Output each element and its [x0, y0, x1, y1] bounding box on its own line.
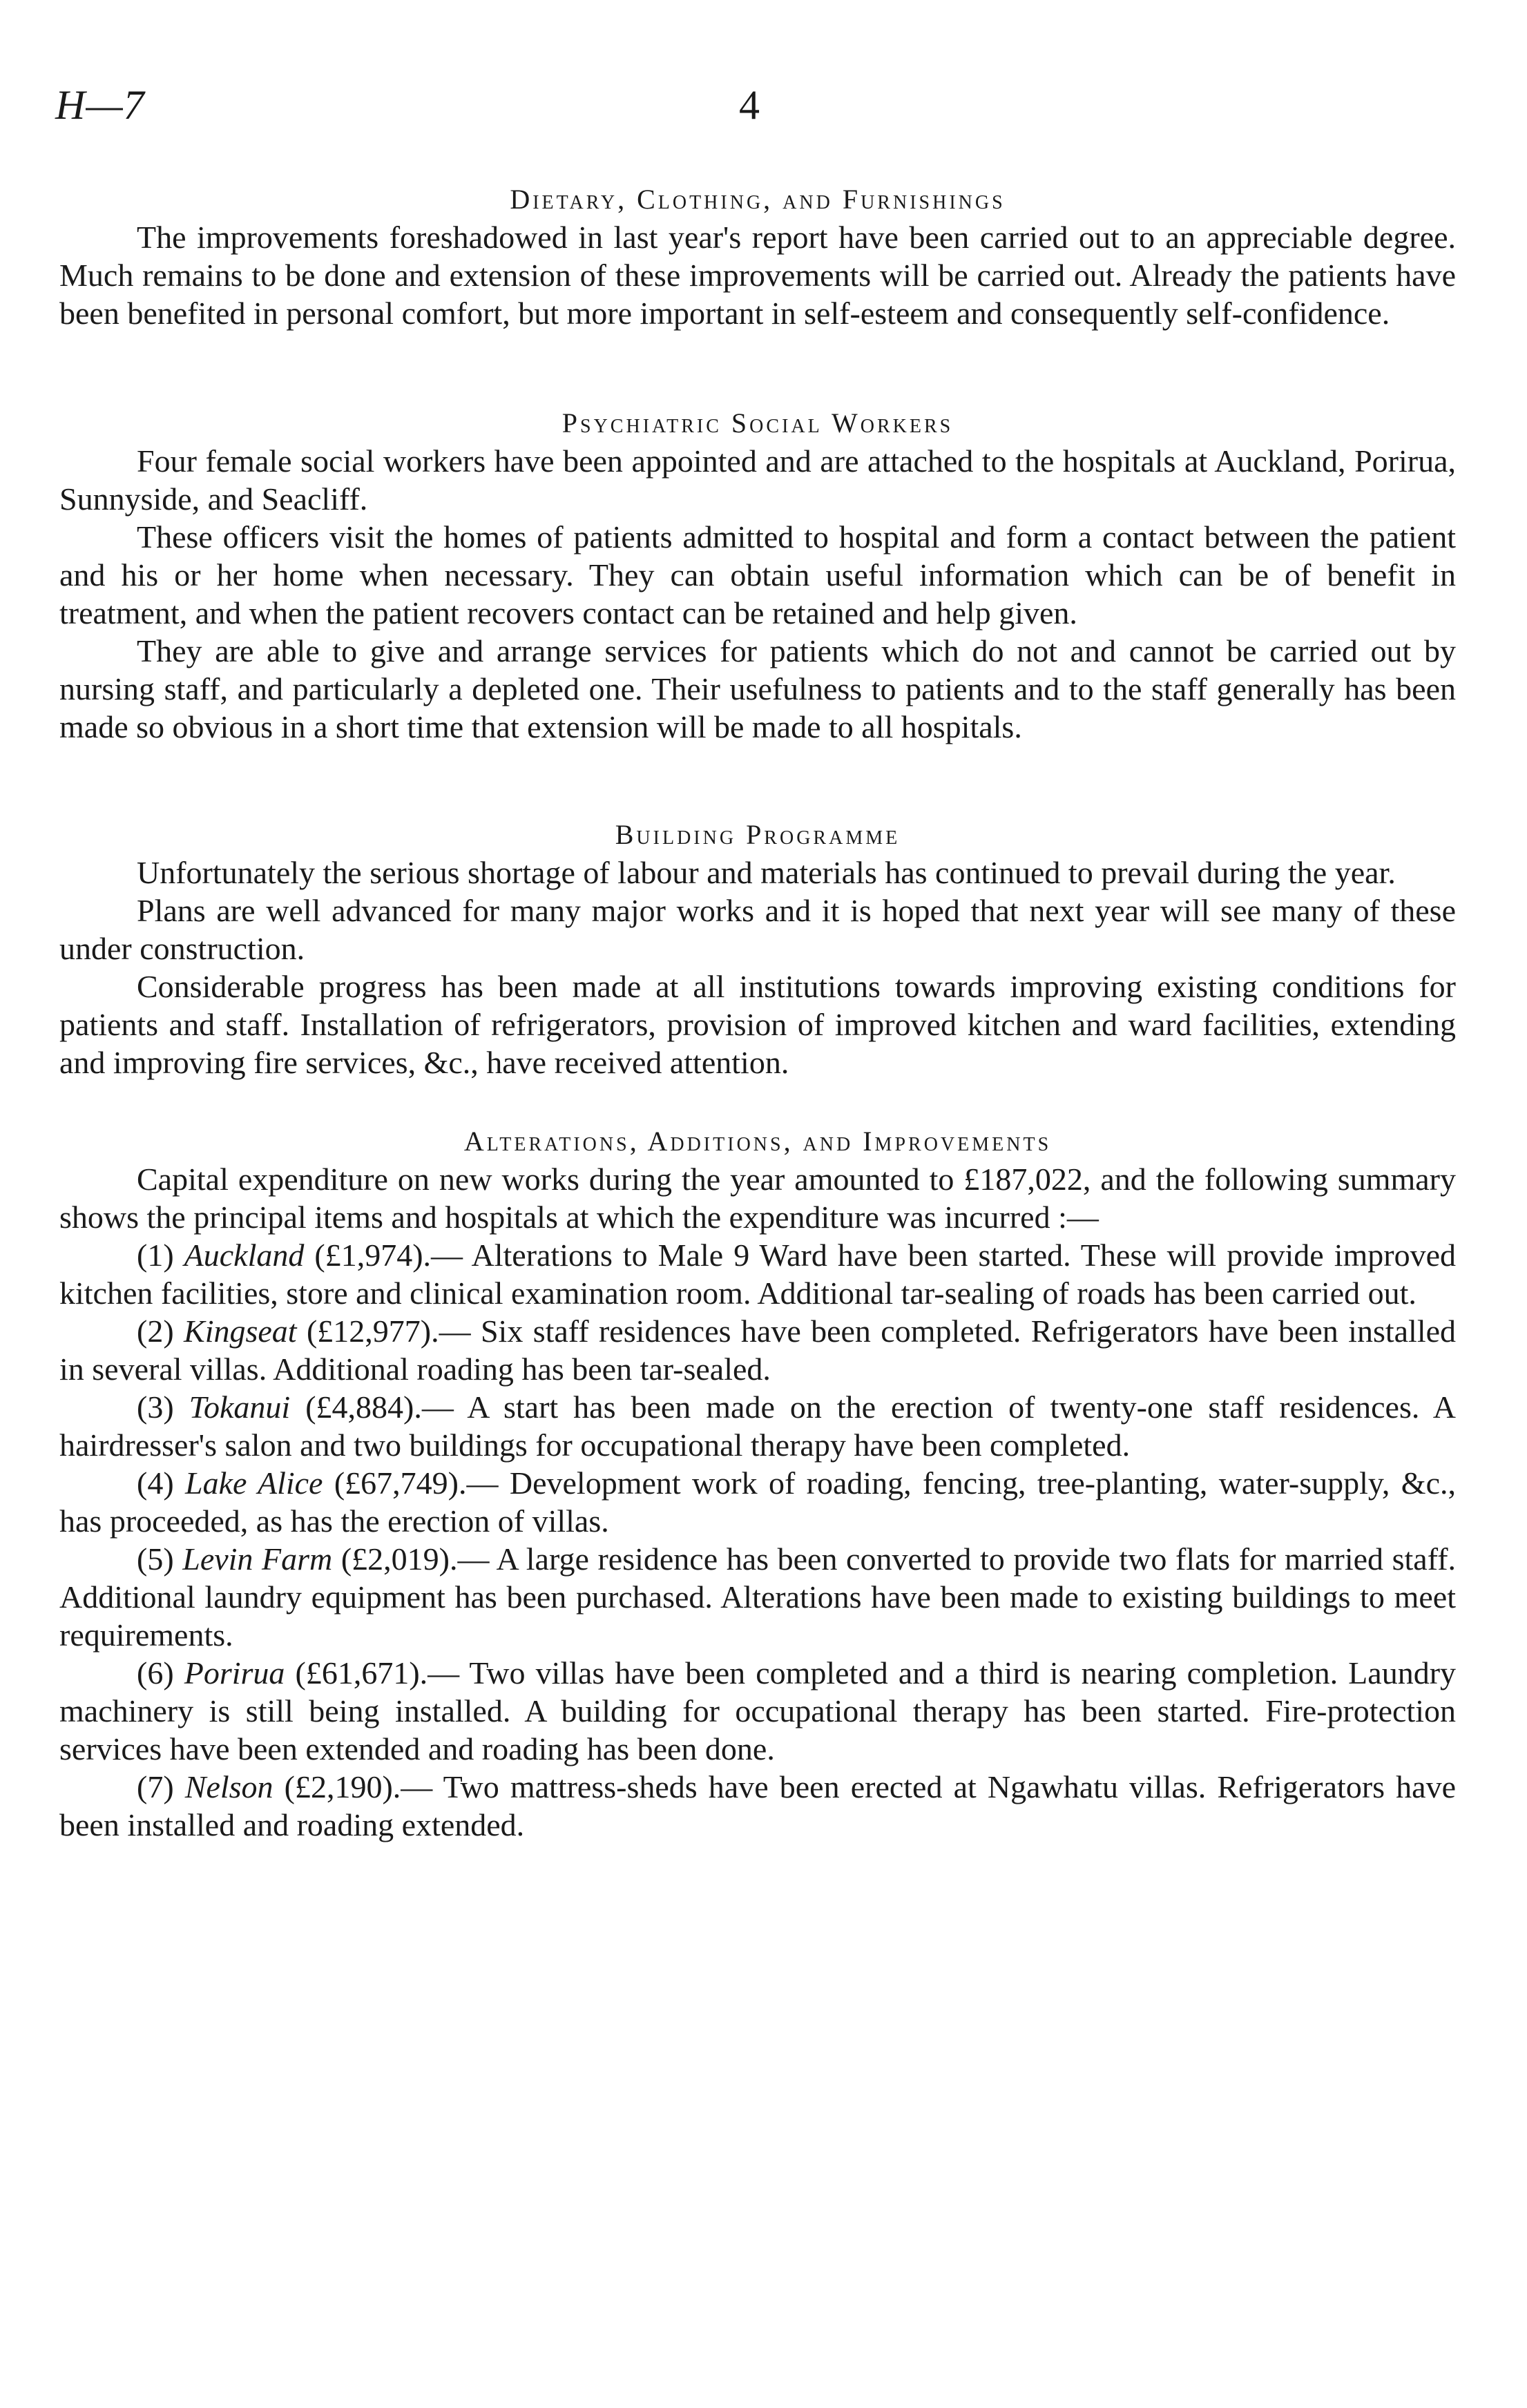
- hospital-name: Kingseat: [184, 1313, 297, 1349]
- item-text: Six staff residences have been completed. Refrigerators have been installed in several villas. Additional roading has been tar-sealed.: [59, 1313, 1457, 1387]
- paragraph: Four female social workers have been appointed and are attached to the hospitals at Auckland, Porirua, Sunnyside, and Seacliff.: [59, 443, 1456, 517]
- item-amount: (£4,884).—: [305, 1389, 454, 1425]
- document-reference: H—7: [55, 82, 145, 128]
- section-title-dietary: Dietary, Clothing, and Furnishings: [510, 184, 1006, 215]
- item-text: A start has been made on the erection of twenty-one staff residences. A hairdresser's salon and two buildings for occupational therapy have been completed.: [59, 1389, 1457, 1463]
- page-header: [55, 81, 1472, 137]
- paragraph-intro: Capital expenditure on new works during the year amounted to £187,022, and the following summary shows the principal items and hospitals at which the expenditure was incurred :—: [59, 1162, 1456, 1235]
- item-number: (1): [137, 1237, 174, 1273]
- item-text: Alterations to Male 9 Ward have been started. These will provide improved kitchen facilities, store and clinical examination room. Additional tar-sealing of roads has been carried out.: [59, 1237, 1457, 1311]
- item-amount: (£61,671).—: [295, 1655, 460, 1691]
- item-number: (4): [137, 1465, 174, 1501]
- section-dietary: [59, 181, 1456, 332]
- paragraph: Considerable progress has been made at all institutions towards improving existing conditions for patients and staff. Installation of refrigerators, provision of improved kitchen and ward facilities, extending and improving fire services, &c., have received attention.: [59, 969, 1456, 1080]
- item-amount: (£2,019).—: [340, 1541, 490, 1577]
- section-building: [59, 816, 1456, 1081]
- section-title-social-workers: Psychiatric Social Workers: [561, 407, 954, 439]
- hospital-name: Nelson: [184, 1769, 273, 1804]
- section-title-building: Building Programme: [615, 819, 901, 850]
- item-amount: (£67,749).—: [334, 1465, 499, 1501]
- item-number: (5): [137, 1541, 174, 1577]
- item-text: Two mattress-sheds have been erected at Ngawhatu villas. Refrigerators have been installed and roading extended.: [59, 1769, 1456, 1842]
- paragraph: These officers visit the homes of patients admitted to hospital and form a contact between the patient and his or her home when necessary. They can obtain useful information which can be of benefit in treatment, and when the patient recovers contact can be retained and help given.: [59, 519, 1456, 630]
- hospital-name: Lake Alice: [185, 1465, 323, 1501]
- list-item: [59, 1464, 1456, 1540]
- hospital-name: Porirua: [184, 1655, 285, 1691]
- hospital-name: Levin Farm: [182, 1541, 333, 1577]
- section-social-workers: [59, 405, 1456, 746]
- item-number: (3): [137, 1389, 174, 1425]
- item-number: (2): [137, 1313, 174, 1349]
- hospital-name: Tokanui: [189, 1389, 291, 1425]
- paragraph: Unfortunately the serious shortage of labour and materials has continued to prevail during the year.: [137, 855, 1396, 890]
- hospital-name: Auckland: [184, 1237, 305, 1273]
- item-text: A large residence has been converted to provide two flats for married staff. Additional laundry equipment has been purchased. Alterations have been made to existing buildings to meet requirements.: [59, 1541, 1457, 1653]
- section-alterations: [59, 1123, 1456, 1844]
- item-text: Two villas have been completed and a third is nearing completion. Laundry machinery is still being installed. A building for occupational therapy has been started. Fire-protection services have been extended and roading has been done.: [59, 1655, 1457, 1766]
- item-amount: (£12,977).—: [306, 1313, 471, 1349]
- item-amount: (£1,974).—: [314, 1237, 463, 1273]
- list-item: [59, 1312, 1456, 1388]
- list-item: [59, 1236, 1456, 1312]
- paragraph: The improvements foreshadowed in last year's report have been carried out to an appreciable degree. Much remains to be done and extension of these improvements will be carried out. Already the patients have been benefited in personal comfort, but more important in self-esteem and consequently self-confidence.: [59, 220, 1456, 331]
- list-item: [59, 1388, 1456, 1464]
- page-body: [59, 181, 1456, 1844]
- section-title-alterations: Alterations, Additions, and Improvements: [463, 1126, 1052, 1157]
- paragraph: Plans are well advanced for many major works and it is hoped that next year will see many of these under construction.: [59, 893, 1456, 966]
- list-item: [59, 1654, 1456, 1768]
- paragraph: They are able to give and arrange services for patients which do not and cannot be carried out by nursing staff, and particularly a depleted one. Their usefulness to patients and to the staff generally has been made so obvious in a short time that extension will be made to all hospitals.: [59, 633, 1456, 744]
- page-number: 4: [739, 82, 760, 128]
- item-number: (7): [137, 1769, 174, 1804]
- item-amount: (£2,190).—: [284, 1769, 433, 1804]
- list-item: [59, 1768, 1456, 1844]
- item-text: Development work of roading, fencing, tree-planting, water-supply, &c., has proceeded, as has the erection of villas.: [59, 1465, 1457, 1539]
- item-number: (6): [137, 1655, 174, 1691]
- list-item: [59, 1540, 1456, 1654]
